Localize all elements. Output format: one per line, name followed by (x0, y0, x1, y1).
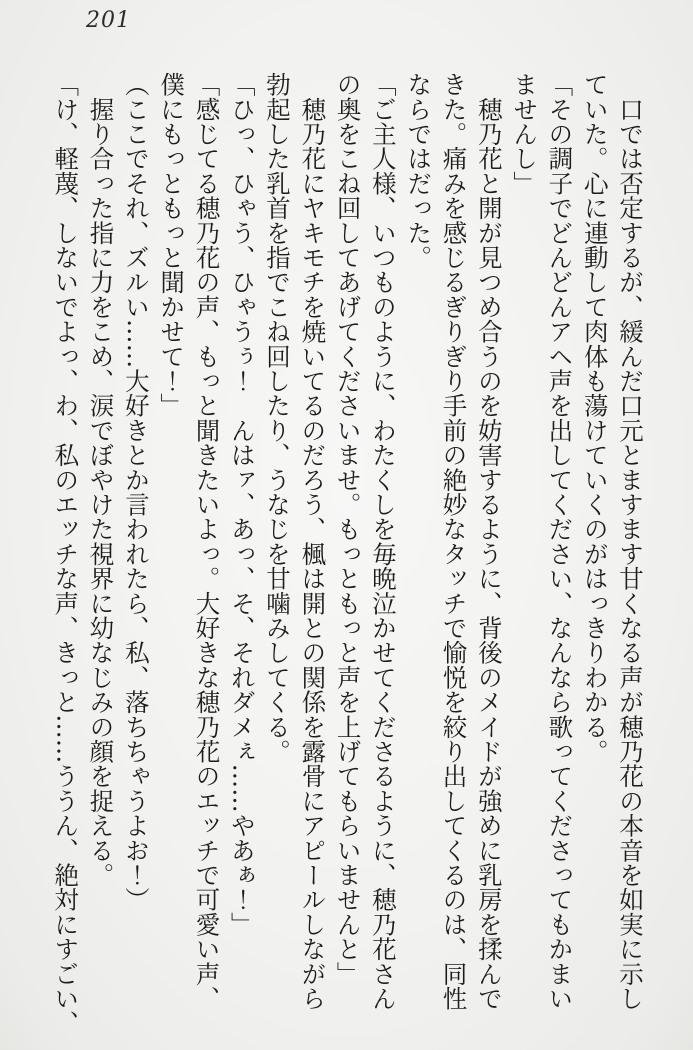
text-line: 勃起した乳首を指でこね回したり、うなじを甘噛みしてくる。 (263, 72, 293, 764)
text-line: 「感じてる穂乃花の声、もっと聞きたいよっ。大好きな穂乃花のエッチで可愛い声、 (192, 72, 222, 1011)
text-line: 「け、軽蔑、しないでよっ、わ、私のエッチな声、きっと……ううん、絶対にすごい、 (51, 72, 81, 1036)
text-line: きた。痛みを感じるぎりぎり手前の絶妙なタッチで愉悦を絞り出してくるのは、同性 (439, 72, 469, 1011)
text-line: ませんし」 (510, 72, 540, 196)
page-number: 201 (86, 8, 131, 33)
text-line: 穂乃花と開が見つめ合うのを妨害するように、背後のメイドが強めに乳房を揉んで (474, 72, 504, 1011)
text-line: ていた。心に連動して肉体も蕩けていくのがはっきりわかる。 (580, 72, 610, 764)
text-line: ならではだった。 (404, 72, 434, 270)
vertical-text-block (48, 72, 648, 1036)
text-line: 僕にもっともっと聞かせて！」 (157, 72, 187, 418)
text-line: （ここでそれ、ズルい……大好きとか言われたら、私、落ちちゃうよお！） (121, 72, 151, 912)
text-line: 口では否定するが、緩んだ口元とますます甘くなる声が穂乃花の本音を如実に示し (616, 72, 645, 1011)
text-line: の奥をこね回してあげてくださいませ。もっともっと声を上げてもらいませんと」 (333, 72, 363, 986)
text-line: 穂乃花にヤキモチを焼いてるのだろう、楓は開との関係を露骨にアピールしながら (298, 72, 328, 1011)
text-line: 「その調子でどんどんアヘ声を出してください、なんなら歌ってくださってもかまい (545, 72, 575, 1011)
text-line: 握り合った指に力をこめ、涙でぼやけた視界に幼なじみの顔を捉える。 (86, 72, 116, 888)
text-line: 「ご主人様、いつものように、わたくしを毎晩泣かせてくださるように、穂乃花さん (368, 72, 398, 1011)
text-line: 「ひっ、ひゃう、ひゃうぅ！ んはァ、あっ、そ、それダメぇ……やあぁ！」 (227, 72, 257, 937)
